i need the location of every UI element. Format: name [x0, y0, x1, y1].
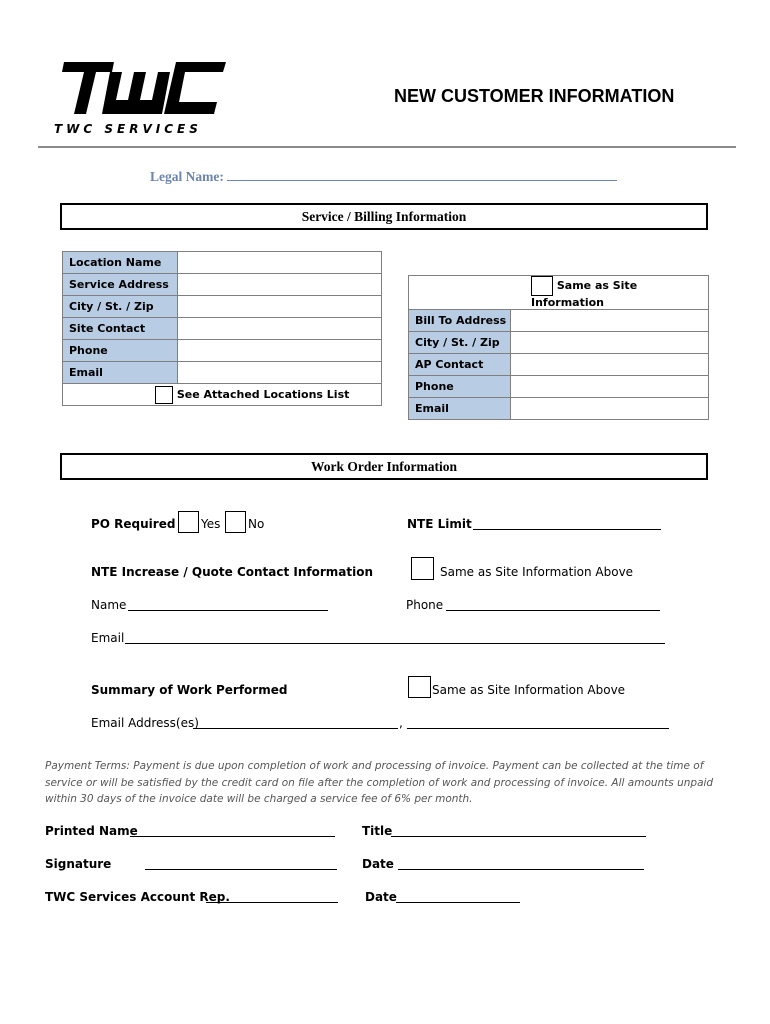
- email-address-field-1[interactable]: [193, 717, 398, 729]
- email-addresses-label: Email Address(es): [91, 716, 199, 730]
- site-phone-field[interactable]: [178, 340, 382, 362]
- billing-phone-field[interactable]: [511, 376, 709, 398]
- attached-list-checkbox[interactable]: [155, 386, 173, 404]
- account-rep-field[interactable]: [206, 891, 338, 903]
- service-address-field[interactable]: [178, 274, 382, 296]
- site-contact-field[interactable]: [178, 318, 382, 340]
- logo-subtitle: TWC SERVICES: [54, 122, 202, 136]
- same-as-site-row: [409, 276, 709, 310]
- billing-label: AP Contact: [409, 354, 511, 376]
- billing-city-field[interactable]: [511, 332, 709, 354]
- ap-contact-field[interactable]: [511, 354, 709, 376]
- billing-table: [408, 275, 709, 420]
- name-field[interactable]: [128, 599, 328, 611]
- po-yes-checkbox[interactable]: [178, 511, 199, 533]
- page-title: NEW CUSTOMER INFORMATION: [394, 86, 675, 106]
- date2-field[interactable]: [396, 891, 520, 903]
- title-field[interactable]: [391, 825, 646, 837]
- billing-label: Phone: [409, 376, 511, 398]
- header-divider: [38, 146, 736, 148]
- attached-list-row: [63, 384, 382, 406]
- attached-list-label: See Attached Locations List: [176, 387, 350, 401]
- service-label: Location Name: [63, 252, 178, 274]
- date-field[interactable]: [398, 858, 644, 870]
- signature-field[interactable]: [145, 858, 337, 870]
- service-table: [62, 251, 382, 406]
- po-required-label: PO Required: [91, 517, 176, 531]
- nte-limit-label: NTE Limit: [407, 517, 472, 531]
- billing-email-field[interactable]: [511, 398, 709, 420]
- site-email-field[interactable]: [178, 362, 382, 384]
- phone-field[interactable]: [446, 599, 660, 611]
- service-label: Phone: [63, 340, 178, 362]
- same-as-site-checkbox[interactable]: [531, 276, 553, 296]
- email-address-field-2[interactable]: [407, 717, 669, 729]
- bill-to-address-field[interactable]: [511, 310, 709, 332]
- name-label: Name: [91, 598, 127, 612]
- signature-label: Signature: [45, 857, 112, 871]
- nte-increase-label: NTE Increase / Quote Contact Information: [91, 565, 374, 579]
- service-label: City / St. / Zip: [63, 296, 178, 318]
- title-label: Title: [362, 824, 393, 838]
- printed-name-label: Printed Name: [45, 824, 138, 838]
- billing-label: Email: [409, 398, 511, 420]
- nte-limit-field[interactable]: [473, 518, 661, 530]
- same-above-checkbox-2[interactable]: [408, 676, 431, 698]
- service-label: Email: [63, 362, 178, 384]
- same-above-label-2: Same as Site Information Above: [432, 683, 626, 697]
- email-field[interactable]: [125, 632, 665, 644]
- service-label: Site Contact: [63, 318, 178, 340]
- billing-label: City / St. / Zip: [409, 332, 511, 354]
- same-above-checkbox-1[interactable]: [411, 557, 434, 580]
- legal-name-label: Legal Name:: [150, 169, 224, 184]
- service-billing-heading: Service / Billing Information: [60, 203, 708, 230]
- work-order-heading: Work Order Information: [60, 453, 708, 480]
- service-city-field[interactable]: [178, 296, 382, 318]
- summary-label: Summary of Work Performed: [91, 683, 288, 697]
- billing-label: Bill To Address: [409, 310, 511, 332]
- payment-terms-line: service or will be satisfied by the credit card on file after the completion of work and processing of invoice. All amounts unpaid: [45, 776, 714, 789]
- legal-name-field[interactable]: [227, 168, 617, 181]
- date2-label: Date: [365, 890, 397, 904]
- email-comma: ,: [399, 716, 403, 730]
- po-yes-label: Yes: [201, 517, 221, 531]
- po-no-checkbox[interactable]: [225, 511, 246, 533]
- payment-terms: [45, 758, 745, 808]
- legal-name-row: [150, 168, 617, 185]
- location-name-field[interactable]: [178, 252, 382, 274]
- account-rep-label: TWC Services Account Rep.: [45, 890, 230, 904]
- printed-name-field[interactable]: [130, 825, 335, 837]
- same-as-site-label: Same as Site Information: [531, 279, 638, 309]
- phone-label: Phone: [406, 598, 444, 612]
- service-label: Service Address: [63, 274, 178, 296]
- date-label: Date: [362, 857, 394, 871]
- po-no-label: No: [248, 517, 265, 531]
- payment-terms-line: within 30 days of the invoice date will be charged a service fee of 6% per month.: [45, 793, 473, 805]
- payment-terms-line: Payment Terms: Payment is due upon completion of work and processing of invoice. Payment can be collected at the time of: [45, 760, 704, 772]
- same-above-label-1: Same as Site Information Above: [440, 565, 634, 579]
- email-label: Email: [91, 631, 125, 645]
